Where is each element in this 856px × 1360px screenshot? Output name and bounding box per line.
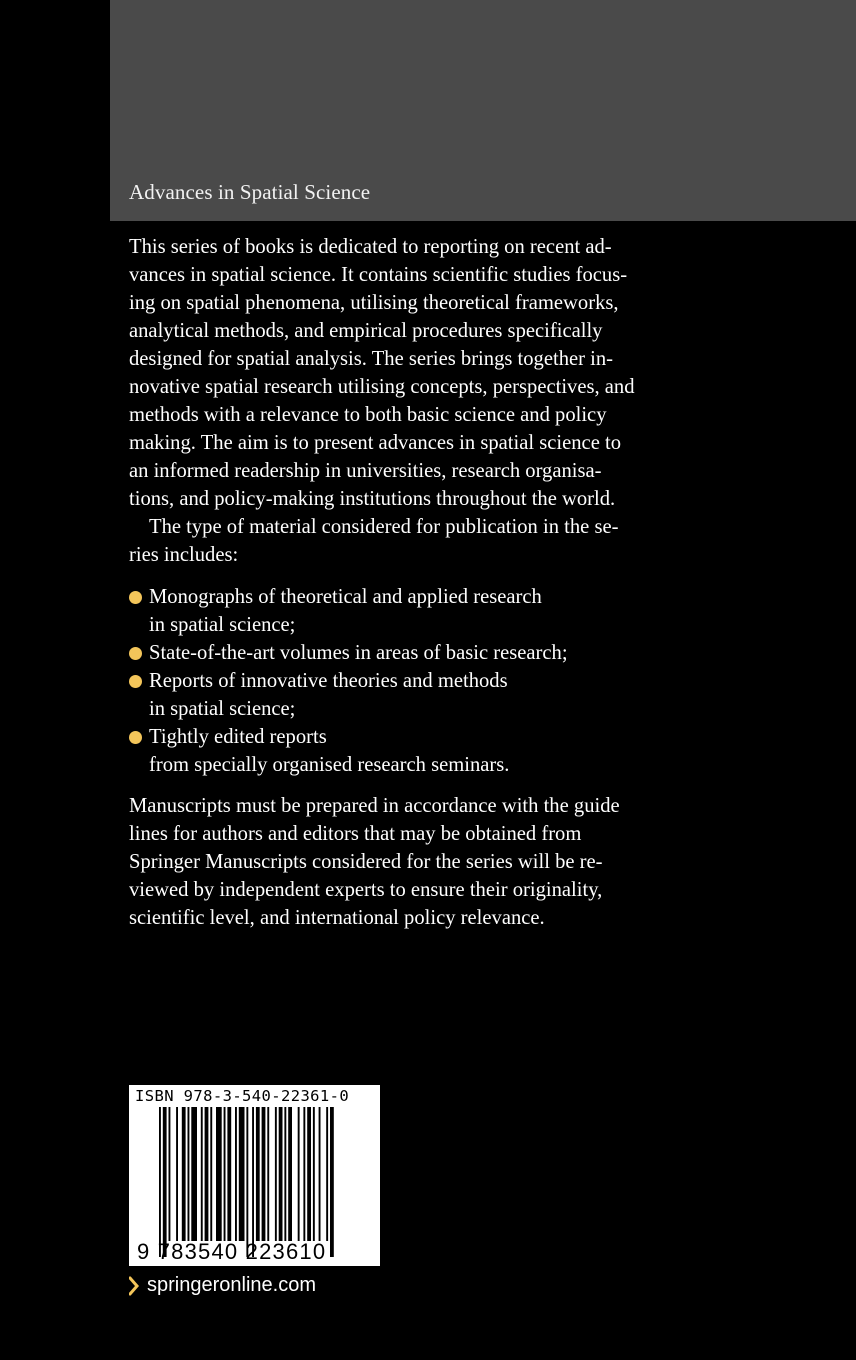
text-line: tions, and policy-making institutions throughout the world. <box>129 488 616 510</box>
text-line: an informed readership in universities, research organisa- <box>129 460 602 482</box>
barcode-bar <box>235 1107 237 1241</box>
text-line: This series of books is dedicated to reporting on recent ad- <box>129 236 612 258</box>
barcode-bar <box>210 1107 212 1241</box>
website-url: springeronline.com <box>147 1274 316 1296</box>
description-text <box>129 233 666 932</box>
list-item <box>129 723 666 779</box>
text-line: Springer Manuscripts considered for the series will be re- <box>129 851 603 873</box>
barcode-bar <box>262 1107 266 1241</box>
barcode-bar <box>326 1107 328 1241</box>
barcode-bar <box>191 1107 197 1241</box>
bullet-dot-icon <box>129 731 142 744</box>
barcode-bar <box>303 1107 305 1241</box>
text-line: The type of material considered for publication in the se- <box>149 516 619 538</box>
website-link[interactable] <box>129 1274 316 1297</box>
barcode-bar <box>159 1107 161 1257</box>
text-line: ing on spatial phenomena, utilising theoretical frameworks, <box>129 292 619 314</box>
barcode-bar <box>163 1107 167 1257</box>
barcode-bar <box>298 1107 300 1241</box>
barcode-bar <box>227 1107 231 1241</box>
text-line: analytical methods, and empirical procedures specifically <box>129 320 603 342</box>
text-line: making. The aim is to present advances in spatial science to <box>129 432 622 454</box>
barcode-bar <box>201 1107 203 1241</box>
closing-paragraph <box>129 792 666 932</box>
header-band <box>110 0 856 221</box>
barcode-bar <box>169 1107 171 1241</box>
barcode-bar <box>224 1107 226 1241</box>
list-item <box>129 583 666 639</box>
barcode-bar <box>307 1107 311 1241</box>
text-line: vances in spatial science. It contains scientific studies focus- <box>129 264 628 286</box>
barcode-bar <box>252 1107 254 1257</box>
bullet-dot-icon <box>129 591 142 604</box>
barcode-bar <box>256 1107 260 1241</box>
barcode-bar <box>267 1107 269 1241</box>
barcode-bar <box>319 1107 321 1241</box>
list-item <box>129 639 666 667</box>
barcode-bar <box>288 1107 292 1241</box>
list-item-text: in spatial science; <box>149 698 296 720</box>
barcode-bar <box>279 1107 283 1241</box>
barcode-bar <box>313 1107 315 1241</box>
barcode-bar <box>216 1107 222 1241</box>
material-list <box>129 583 666 779</box>
list-item-text: Tightly edited reports <box>149 726 327 748</box>
barcode-bar <box>176 1107 178 1241</box>
barcode-bar <box>246 1107 248 1257</box>
intro-paragraph <box>129 233 666 513</box>
chevron-right-icon <box>129 1276 139 1296</box>
list-item-text: in spatial science; <box>149 614 296 636</box>
list-item-text: State-of-the-art volumes in areas of basic research; <box>149 642 568 664</box>
text-line: viewed by independent experts to ensure their originality, <box>129 879 603 901</box>
text-line: methods with a relevance to both basic science and policy <box>129 404 607 426</box>
text-line: Manuscripts must be prepared in accordance with the guide <box>129 795 620 817</box>
list-item-text: Monographs of theoretical and applied research <box>149 586 542 608</box>
text-line: lines for authors and editors that may be obtained from <box>129 823 582 845</box>
text-line: designed for spatial analysis. The series brings together in- <box>129 348 614 370</box>
material-paragraph <box>129 513 666 569</box>
list-item-text: from specially organised research seminars. <box>149 754 510 776</box>
text-line: ries includes: <box>129 544 239 566</box>
list-item-text: Reports of innovative theories and methods <box>149 670 508 692</box>
text-line: scientific level, and international policy relevance. <box>129 907 545 929</box>
barcode-bar <box>188 1107 190 1241</box>
barcode-bar <box>182 1107 186 1241</box>
ean-digits: 9 783540 223610 <box>137 1239 327 1264</box>
bullet-dot-icon <box>129 647 142 660</box>
isbn-number: ISBN 978-3-540-22361-0 <box>135 1087 350 1105</box>
list-item <box>129 667 666 723</box>
series-title: Advances in Spatial Science <box>129 180 371 204</box>
isbn-barcode <box>129 1085 380 1266</box>
barcode-bar <box>275 1107 277 1241</box>
barcode-bar <box>205 1107 209 1241</box>
text-line: novative spatial research utilising concepts, perspectives, and <box>129 376 635 398</box>
barcode-bar <box>239 1107 245 1241</box>
barcode-bar <box>284 1107 286 1241</box>
barcode-bar <box>330 1107 334 1257</box>
bullet-dot-icon <box>129 675 142 688</box>
